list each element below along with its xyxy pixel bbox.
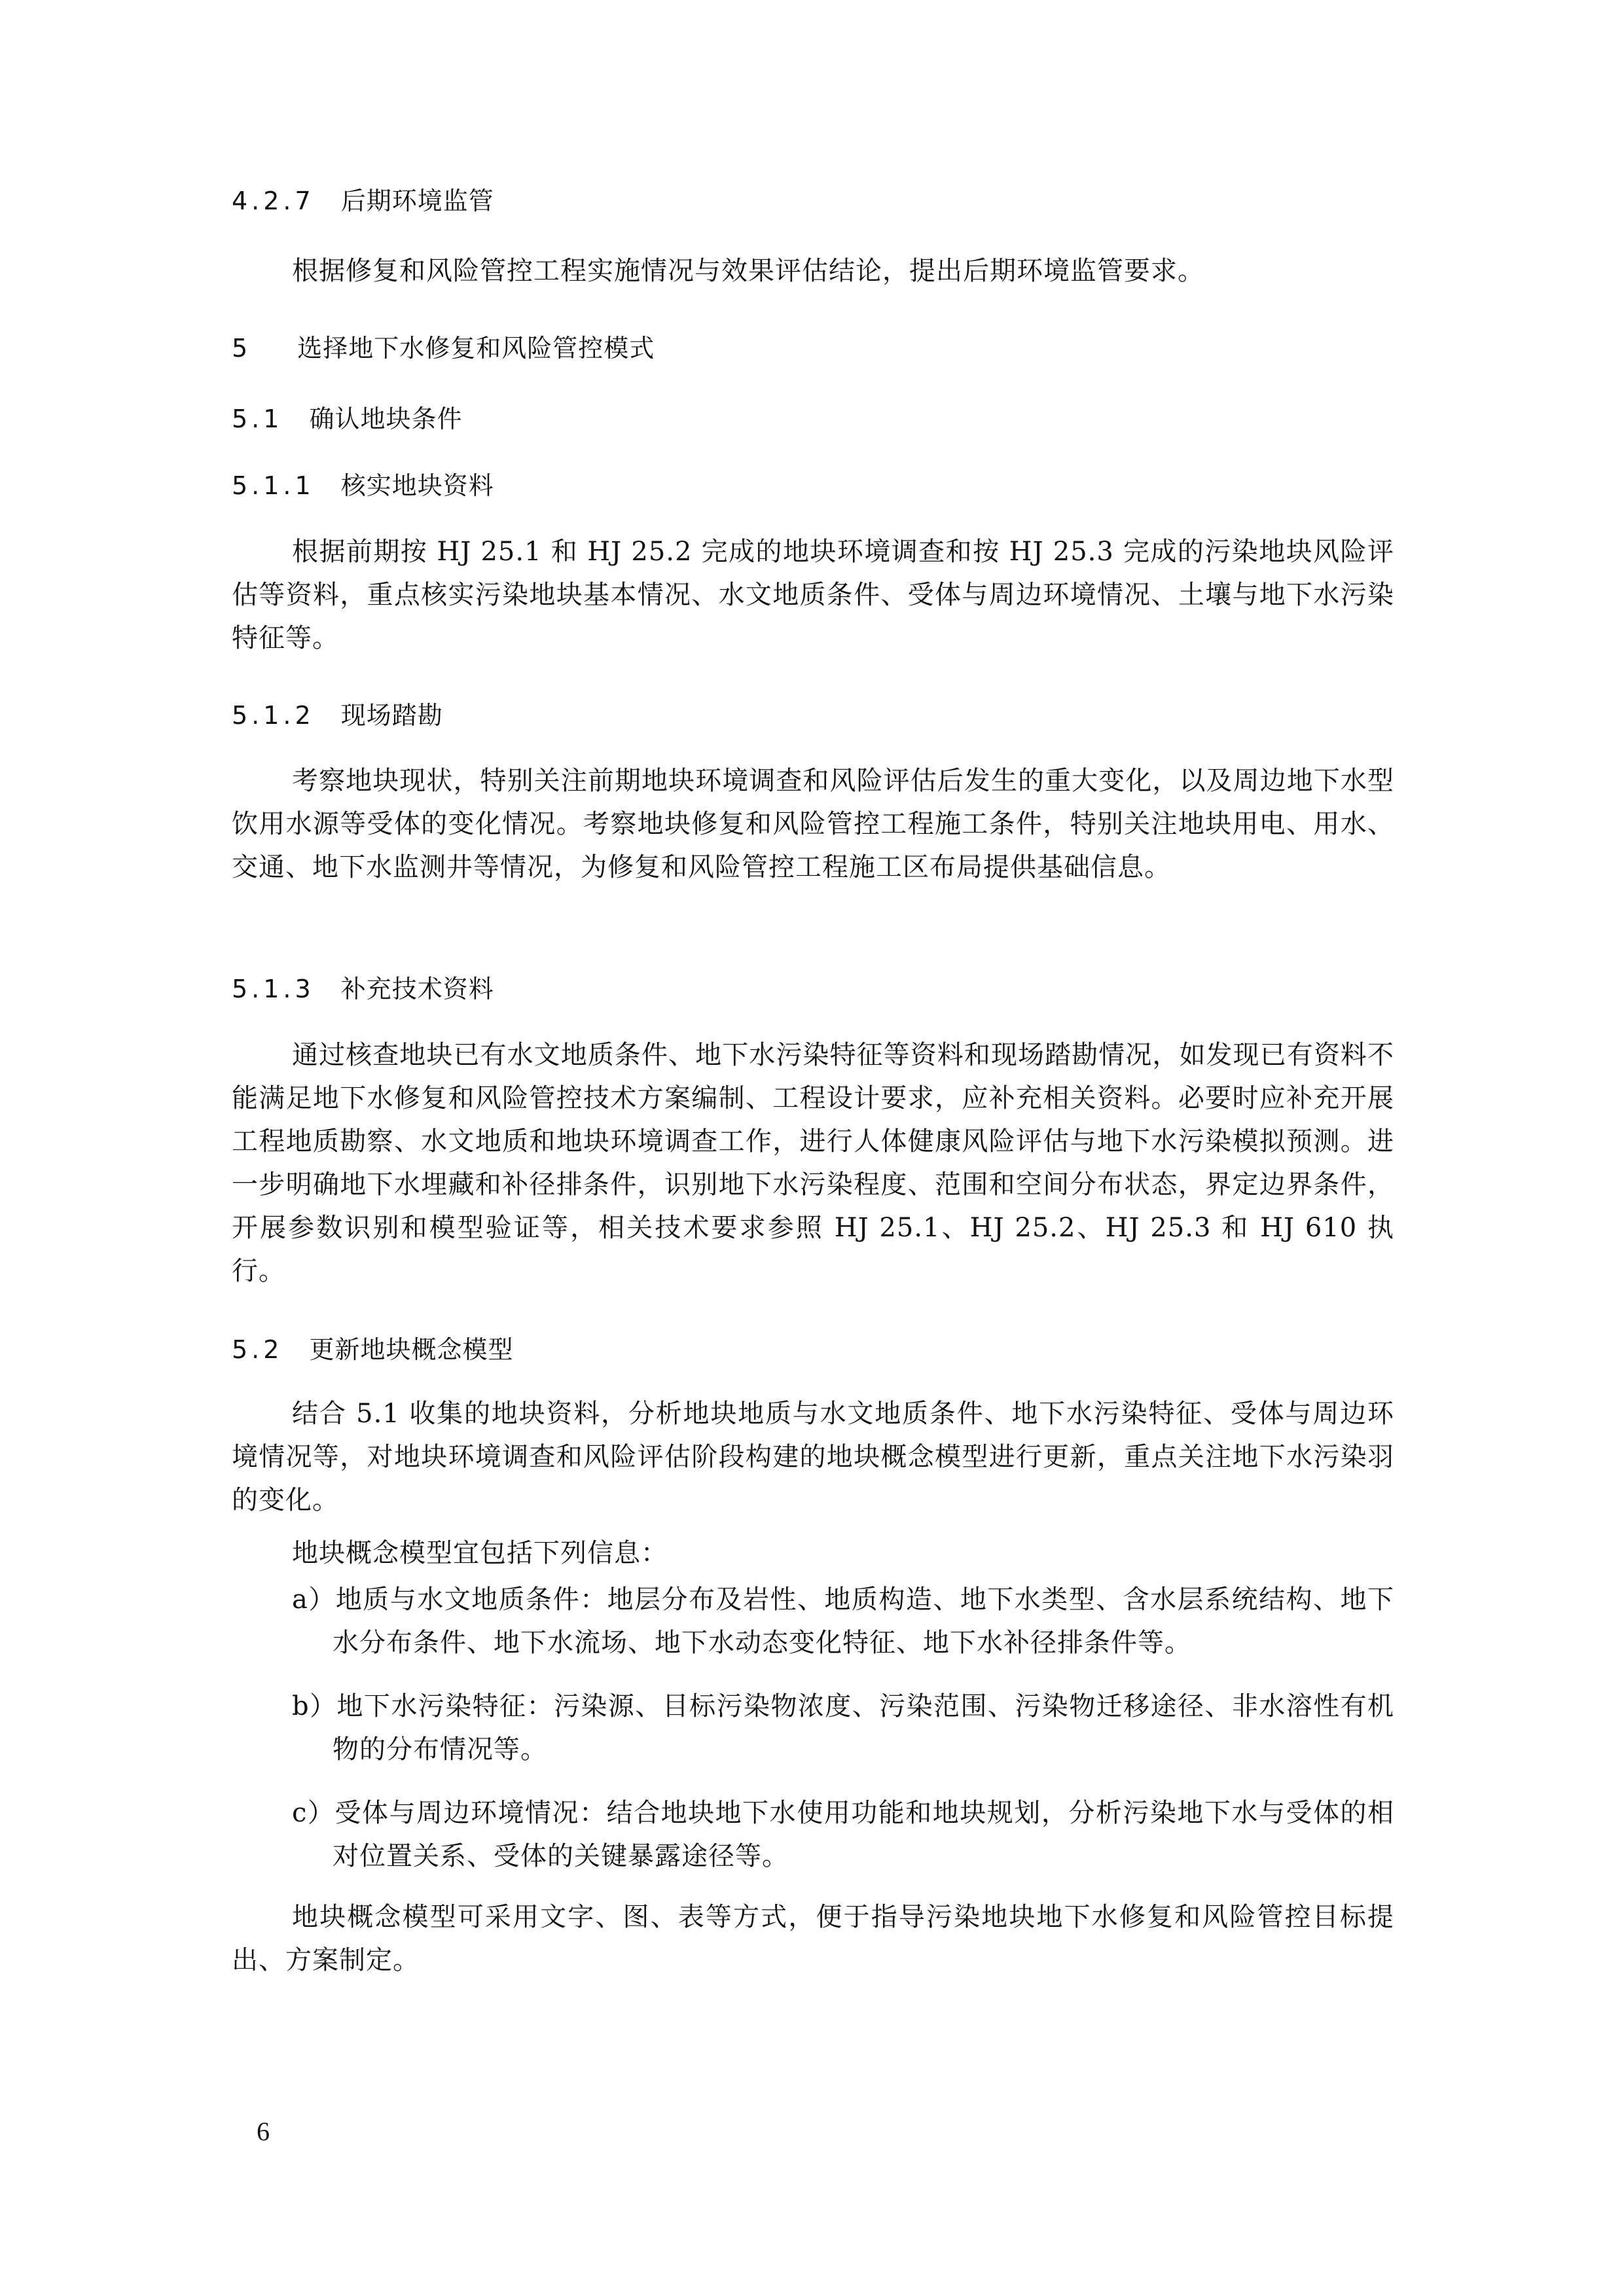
paragraph-5-1-3: 通过核查地块已有水文地质条件、地下水污染特征等资料和现场踏勘情况，如发现已有资料不能满足地下水修复和风险管控技术方案编制、工程设计要求，应补充相关资料。必要时应补充开展工程地质勘察、水文地质和地块环境调查工作，进行人体健康风险评估与地下水污染模拟预测。进一步明确地下水埋藏和补径排条件，识别地下水污染程度、范围和空间分布状态，界定边界条件，开展参数识别和模型验证等，相关技术要求参照 HJ 25.1、HJ 25.2、HJ 25.3 和 HJ 610 执行。 <box>232 1040 1394 1286</box>
section-heading-5-1 <box>232 403 462 435</box>
section-number: 5.2 <box>232 1335 283 1364</box>
list-item-a <box>292 1578 1394 1664</box>
section-title: 补充技术资料 <box>340 975 494 1003</box>
paragraph-5-2-intro: 结合 5.1 收集的地块资料，分析地块地质与水文地质条件、地下水污染特征、受体与周边环境情况等，对地块环境调查和风险评估阶段构建的地块概念模型进行更新，重点关注地下水污染羽的变化。 <box>232 1399 1394 1515</box>
section-number: 4.2.7 <box>232 187 315 215</box>
list-item-b <box>292 1685 1394 1771</box>
section-heading-5-2 <box>232 1333 513 1366</box>
list-text: 受体与周边环境情况：结合地块地下水使用功能和地块规划，分析污染地下水与受体的相对位置关系、受体的关键暴露途径等。 <box>333 1798 1395 1871</box>
section-title: 核实地块资料 <box>340 471 494 500</box>
list-marker: a） <box>292 1585 336 1615</box>
paragraph-4-2-7: 根据修复和风险管控工程实施情况与效果评估结论，提出后期环境监管要求。 <box>292 256 1204 286</box>
paragraph-5-2-list-lead: 地块概念模型宜包括下列信息： <box>292 1538 668 1568</box>
section-heading-5 <box>232 332 655 365</box>
list-text: 地质与水文地质条件：地层分布及岩性、地质构造、地下水类型、含水层系统结构、地下水分布条件、地下水流场、地下水动态变化特征、地下水补径排条件等。 <box>333 1585 1394 1658</box>
paragraph-5-1-2: 考察地块现状，特别关注前期地块环境调查和风险评估后发生的重大变化，以及周边地下水型饮用水源等受体的变化情况。考察地块修复和风险管控工程施工条件，特别关注地块用电、用水、交通、地下水监测井等情况，为修复和风险管控工程施工区布局提供基础信息。 <box>232 766 1394 882</box>
paragraph-5-2-closing: 地块概念模型可采用文字、图、表等方式，便于指导污染地块地下水修复和风险管控目标提出、方案制定。 <box>232 1902 1394 1975</box>
list-item-c <box>292 1791 1394 1878</box>
section-heading-4-2-7 <box>232 185 494 217</box>
section-number: 5.1 <box>232 404 283 433</box>
section-number: 5.1.3 <box>232 975 315 1003</box>
section-heading-5-1-3 <box>232 973 494 1005</box>
section-number: 5 <box>232 334 252 363</box>
section-title: 确认地块条件 <box>309 404 463 433</box>
list-text: 地下水污染特征：污染源、目标污染物浓度、污染范围、污染物迁移途径、非水溶性有机物的分布情况等。 <box>333 1691 1395 1765</box>
paragraph-5-1-1: 根据前期按 HJ 25.1 和 HJ 25.2 完成的地块环境调查和按 HJ 25.3 完成的污染地块风险评估等资料，重点核实污染地块基本情况、水文地质条件、受体与周边环境情况、土壤与地下水污染特征等。 <box>232 537 1394 653</box>
section-title: 后期环境监管 <box>340 187 494 215</box>
section-title: 现场踏勘 <box>340 701 443 730</box>
section-heading-5-1-1 <box>232 469 494 502</box>
section-title: 选择地下水修复和风险管控模式 <box>297 334 655 363</box>
section-number: 5.1.1 <box>232 471 315 500</box>
list-marker: c） <box>292 1798 335 1828</box>
section-number: 5.1.2 <box>232 701 315 730</box>
list-marker: b） <box>292 1691 337 1721</box>
section-heading-5-1-2 <box>232 699 443 732</box>
section-title: 更新地块概念模型 <box>309 1335 514 1364</box>
page-number: 6 <box>257 2117 270 2146</box>
